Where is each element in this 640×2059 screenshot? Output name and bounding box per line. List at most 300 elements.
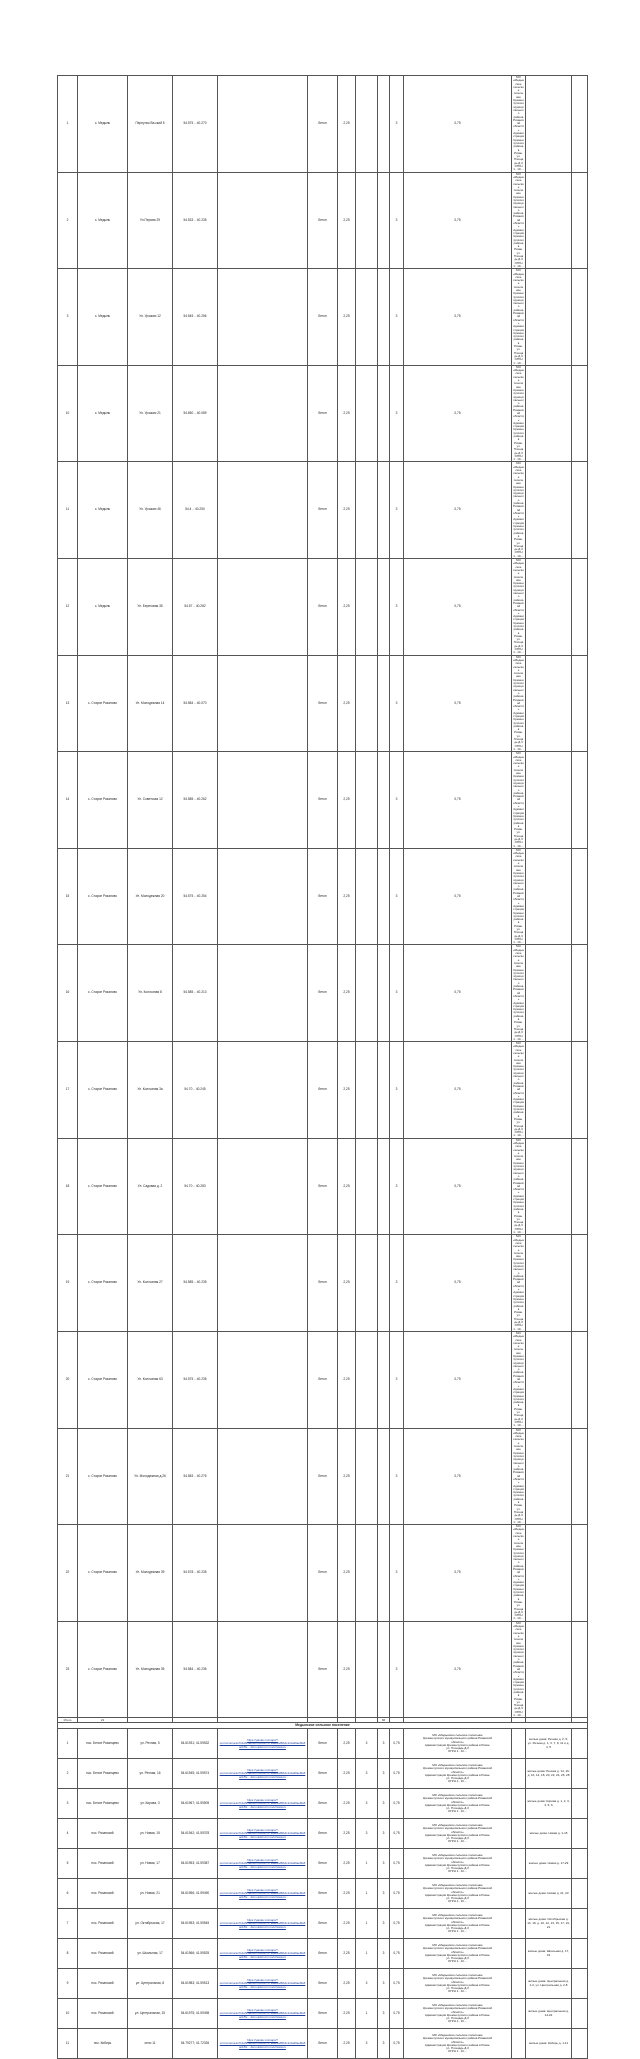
organization-cell [512, 76, 526, 173]
row-number: 3 [58, 269, 78, 366]
surface-type-cell: бетон [308, 945, 338, 1042]
served-houses-cell: жилые дома: Октябрьская д. 14, 16; д. 10, 12, 13, 15, 17, 19, 21 [526, 1909, 572, 1939]
organization-line: МО «Медынское сельское поселение [513, 1427, 524, 1452]
coordinates-cell: 54.575 .. 40.254 [173, 848, 218, 945]
organization-line: Администрация Кременчугского района в Рязан. [513, 1580, 524, 1604]
coordinates-cell: 54.70 .. 40.283 [173, 1138, 218, 1235]
surface-type-cell: бетон [308, 1969, 338, 1999]
container-count-cell: 3 [390, 1525, 404, 1622]
volume-cell: 0,75 [404, 269, 512, 366]
empty-cell [526, 559, 572, 656]
organization-line: области» [513, 704, 524, 712]
organization-line: ул. Площадь Д.3 [513, 1506, 524, 1518]
table-row [58, 1909, 588, 1939]
organization-line: ул. Площадь Д.3 [513, 1120, 524, 1131]
organization-cell [404, 1849, 512, 1879]
surface-type-cell: бетон [308, 1138, 338, 1235]
address-cell: Ул. Молодежная д.26 [128, 1428, 173, 1525]
organization-line: Администрация Кременчугского района в Рязан. [513, 1483, 524, 1508]
address-cell: Ул. Молодежная 35 [128, 1621, 173, 1718]
row-number: 12 [58, 559, 78, 656]
map-link-cell [218, 945, 308, 1042]
row-number: 3 [58, 1789, 78, 1819]
organization-line: ул. Площадь Д.3 [513, 1603, 524, 1614]
organization-line: области» [513, 607, 524, 615]
volume-cell: 0,75 [404, 1525, 512, 1622]
surface-type-cell: бетон [308, 1525, 338, 1622]
organization-line: Администрация Кременчугского района в Рязан. [513, 1097, 524, 1121]
surface-type-cell: бетон [308, 1819, 338, 1849]
volume-cell: 0,75 [404, 172, 512, 269]
organization-line: ОГРН 1.. 10.... [447, 1869, 468, 1874]
organization-line: Администрация Кременчугского района в Рязан. [424, 1862, 491, 1867]
organization-line: МО «Медынское сельское поселение [513, 751, 524, 776]
coordinates-cell: 54.61942; 41.59378 [173, 1819, 218, 1849]
empty-cell [572, 1969, 588, 1999]
empty-cell [356, 945, 378, 1042]
row-number: 13 [58, 655, 78, 752]
organization-line: ул. Площадь Д.3 [446, 2016, 469, 2021]
table-row [58, 1331, 588, 1428]
organization-line: ул. Площадь Д.3 [513, 1410, 524, 1421]
container-count-cell: 3 [390, 945, 404, 1042]
map-link[interactable]: https://yandex.ru/maps/?um=constructor%3A5f1a0d4d7a5d0b7d79aa82a85b4c1c4a29ae6fa5ac1f5c... /kon-radom-t/m.ru/ur/www.ru [218, 1759, 308, 1789]
container-count-cell: 3 [378, 1819, 390, 1849]
volume-cell: 0,75 [404, 1621, 512, 1718]
empty-cell [356, 1331, 378, 1428]
organization-line: МО «Медынское сельское поселение [432, 1882, 483, 1887]
settlement-cell: пос. Рязанский [78, 1999, 128, 2029]
empty-cell [526, 172, 572, 269]
organization-line: Администрация Кременчугского района в Рязан. [513, 1290, 524, 1315]
organization-cell [404, 1729, 512, 1759]
empty-cell [512, 1939, 526, 1969]
volume-cell: 0,75 [404, 1138, 512, 1235]
map-link-cell [218, 172, 308, 269]
empty-cell [356, 1525, 378, 1622]
organization-line: области» [513, 1573, 524, 1581]
table-row [58, 462, 588, 559]
empty-cell [526, 1621, 572, 1718]
empty-cell [526, 365, 572, 462]
volume-cell: 0,75 [404, 365, 512, 462]
map-link-cell [218, 559, 308, 656]
address-cell: Ул. Береговая 35 [128, 559, 173, 656]
table-row [58, 848, 588, 945]
organization-line: ОГРН 1.. 10.... [513, 260, 524, 268]
organization-line: ул. Площадь Д.3 [513, 733, 524, 745]
surface-type-cell: бетон [308, 172, 338, 269]
organization-line: Администрация Кременчугского района в Рязан. [424, 1802, 491, 1807]
table-row [58, 1999, 588, 2029]
organization-cell [512, 1331, 526, 1428]
organization-line: Кременчугского муниципального района Рязанской [422, 1766, 493, 1771]
row-number: 10 [58, 1999, 78, 2029]
surface-type-cell: бетон [308, 2029, 338, 2059]
coordinates-cell: 54.61983; 41.59513 [173, 1969, 218, 1999]
coordinates-cell: 54.578 .. 40.235 [173, 1525, 218, 1622]
table-row [58, 1525, 588, 1622]
map-link-cell [218, 365, 308, 462]
map-link-cell [218, 1428, 308, 1525]
map-link[interactable]: https://yandex.ru/maps/?um=constructor%3A5f1a0d4d7a5d0b7d79aa82a85b4c1c4a29ae6fa5ac1f5c... /kon-radom-t/m.ru/ur/www.ru [218, 1819, 308, 1849]
organization-line: Кременчугского муниципального района Рязанской [513, 484, 524, 512]
organization-line: Администрация Кременчугского района в Рязан. [424, 1892, 491, 1897]
organization-line: ОГРН 1.. 10.... [513, 1516, 524, 1524]
organization-line: Администрация Кременчугского района в Рязан. [513, 131, 524, 155]
empty-cell [378, 1235, 390, 1332]
container-count-cell: 3 [378, 1789, 390, 1819]
served-houses-cell: жилые дома: Кирова д. 1, 2, 3, 4, 5, 6 [526, 1789, 572, 1819]
organization-line: Администрация Кременчугского района в Рязан. [513, 614, 524, 638]
address-cell: ул. Новая, 15 [128, 1819, 173, 1849]
organization-line: ул. Площадь Д.3 [446, 1836, 469, 1841]
area-cell: 2,25 [338, 1042, 356, 1139]
table-row [58, 1879, 588, 1909]
volume-cell: 0,75 [390, 2029, 404, 2059]
organization-line: Кременчугского муниципального района Рязанской [513, 1257, 524, 1285]
map-link[interactable]: https://yandex.ru/maps/?um=constructor%3A5f1a0d4d7a5d0b7d79aa82a85b4c1c4a29ae6fa5ac1f5c... /kon-radom-t/m.ru/ur/www.ru [218, 2029, 308, 2059]
settlement-cell: с. Медынь [78, 172, 128, 269]
container-count-cell: 3 [378, 2029, 390, 2059]
organization-line: Администрация Кременчугского района в Рязан. [424, 1952, 491, 1957]
organization-line: Кременчугского муниципального района Рязанской [513, 1450, 524, 1478]
served-houses-cell: жилые дома: Речная д. 14, 16; д. 10, 12, 18, 20, 22, 24, 26, 28 [526, 1759, 572, 1789]
map-link-cell [218, 1331, 308, 1428]
empty-cell [526, 1525, 572, 1622]
settlement-cell: пос. Рязанский [78, 1969, 128, 1999]
organization-cell [512, 1525, 526, 1622]
map-link[interactable]: https://yandex.ru/maps/?um=constructor%3A5f1a0d4d7a5d0b7d79aa82a85b4c1c4a29ae6fa5ac1f5c... /kon-radom-t/m.ru/ur/www.ru [218, 1849, 308, 1879]
table-row [58, 1621, 588, 1718]
table-row [58, 945, 588, 1042]
container-count-cell: 3 [378, 1969, 390, 1999]
organization-line: МО «Медынское сельское поселение [432, 1942, 483, 1947]
empty-cell [356, 1138, 378, 1235]
map-link[interactable]: https://yandex.ru/maps/?um=constructor%3A5f1a0d4d7a5d0b7d79aa82a85b4c1c4a29ae6fa5ac1f5c... /kon-radom-t/m.ru/ur/www.ru [218, 1879, 308, 1909]
empty-cell [572, 76, 588, 173]
organization-line: области» [451, 1829, 464, 1834]
surface-type-cell: бетон [308, 269, 338, 366]
address-cell: ул. Речная, 5 [128, 1729, 173, 1759]
organization-line: области» [451, 2039, 464, 2044]
empty-cell [378, 462, 390, 559]
served-houses-cell: жилые дома: Новая д. 21, 23 [526, 1879, 572, 1909]
served-houses-cell: жилые дома: Новая д. 1-15 [526, 1819, 572, 1849]
row-number: 4 [58, 1819, 78, 1849]
bins-cell: 3 [356, 1819, 378, 1849]
organization-line: Администрация Кременчугского района в Рязан. [424, 2042, 491, 2047]
area-cell: 2,25 [338, 462, 356, 559]
area-cell: 2,25 [338, 559, 356, 656]
organization-cell [512, 1042, 526, 1139]
empty-cell [572, 172, 588, 269]
empty-cell [356, 76, 378, 173]
table-row [58, 1759, 588, 1789]
organization-line: МО «Медынское сельское поселение [432, 1972, 483, 1977]
volume-cell: 0,75 [390, 1849, 404, 1879]
volume-cell: 0,75 [404, 1428, 512, 1525]
organization-line: области» [513, 1476, 524, 1485]
organization-line: ОГРН 1.. 10.... [513, 357, 524, 365]
area-cell: 2,25 [338, 365, 356, 462]
settlement-cell: с. Старое Рязаново [78, 1235, 128, 1332]
surface-type-cell: бетон [308, 1759, 338, 1789]
organization-line: области» [451, 1979, 464, 1984]
map-link-cell [218, 1138, 308, 1235]
map-link[interactable]: https://yandex.ru/maps/?um=constructor%3A5f1a0d4d7a5d0b7d79aa82a85b4c1c4a29ae6fa5ac1f5c... /kon-radom-t/m.ru/ur/www.ru [218, 1909, 308, 1939]
row-number: 2 [58, 1759, 78, 1789]
coordinates-cell: 54.61953; 41.59387 [173, 1849, 218, 1879]
organization-line: Кременчугского муниципального района Рязанской [422, 1916, 493, 1921]
totals-count: 21 [78, 1718, 128, 1723]
organization-line: Администрация Кременчугского района в Рязан. [424, 1982, 491, 1987]
bins-cell: 1 [356, 1939, 378, 1969]
map-link[interactable]: https://yandex.ru/maps/?um=constructor%3A5f1a0d4d7a5d0b7d79aa82a85b4c1c4a29ae6fa5ac1f5c... /kon-radom-t/m.ru/ur/www.ru [218, 1789, 308, 1819]
address-cell: Переулок Ва.ский 5 [128, 76, 173, 173]
address-cell: ул. Кирова, 3 [128, 1789, 173, 1819]
surface-type-cell: бетон [308, 848, 338, 945]
organization-line: ОГРН 1.. 10.... [513, 453, 524, 462]
organization-line: области» [513, 1283, 524, 1292]
organization-line: МО «Медынское сельское поселение [432, 1852, 483, 1857]
organization-line: Кременчугского муниципального района Рязанской [513, 1160, 524, 1188]
volume-cell: 0,75 [390, 1999, 404, 2029]
volume-cell: 0,75 [390, 1969, 404, 1999]
organization-line: ул. Площадь Д.3 [513, 1699, 524, 1711]
container-count-cell: 3 [378, 1849, 390, 1879]
coordinates-cell: 54.79277; 41.72326 [173, 2029, 218, 2059]
surface-type-cell: бетон [308, 1235, 338, 1332]
row-number: 10 [58, 365, 78, 462]
container-count-cell: 3 [390, 269, 404, 366]
coordinates-cell: 54.61967; 41.59505 [173, 1789, 218, 1819]
empty-cell [526, 752, 572, 849]
settlement-cell: с. Медынь [78, 365, 128, 462]
organization-line: ул. Площадь Д.3 [513, 1023, 524, 1035]
organization-line: ул. Площадь Д.3 [446, 1746, 469, 1751]
coordinates-cell: 54.585 .. 40.235 [173, 1235, 218, 1332]
organization-line: ул. Площадь Д.3 [513, 1216, 524, 1228]
table-row [58, 1819, 588, 1849]
empty-cell [512, 2029, 526, 2059]
organization-line: ул. Площадь Д.3 [513, 540, 524, 552]
organization-line: ОГРН 1.. 10.... [447, 1989, 468, 1994]
row-number: 14 [58, 752, 78, 849]
organization-line: Кременчугского муниципального района Рязанской [513, 1643, 524, 1671]
row-number: 15 [58, 848, 78, 945]
container-count-cell: 3 [390, 172, 404, 269]
organization-cell [404, 1819, 512, 1849]
address-cell: ул. Школьная, 17 [128, 1939, 173, 1969]
organization-line: МО «Медынское сельское поселение [513, 268, 524, 292]
volume-cell: 0,75 [390, 1879, 404, 1909]
empty-cell [526, 848, 572, 945]
map-link[interactable]: https://yandex.ru/maps/?um=constructor%3A5f1a0d4d7a5d0b7d79aa82a85b4c1c4a29ae6fa5ac1f5c... /kon-radom-t/m.ru/ur/www.ru [218, 1999, 308, 2029]
organization-line: МО «Медынское сельское поселение [513, 364, 524, 389]
address-cell: село 11 [128, 2029, 173, 2059]
empty-cell [572, 1849, 588, 1879]
bins-cell: 3 [356, 1789, 378, 1819]
address-cell: Ул. Садовая д. 2 [128, 1138, 173, 1235]
coordinates-cell: 54.583 .. 40.276 [173, 1428, 218, 1525]
registry-sheet [57, 75, 587, 2059]
address-cell: Ул. Колхозная 27 [128, 1235, 173, 1332]
empty-cell [356, 559, 378, 656]
area-cell: 2,25 [338, 1999, 356, 2029]
organization-line: МО «Медынское сельское поселение [513, 1234, 524, 1259]
coordinates-cell: 54.585 .. 40.262 [173, 752, 218, 849]
organization-line: Кременчугского муниципального района Рязанской [422, 1826, 493, 1831]
surface-type-cell: бетон [308, 1331, 338, 1428]
coordinates-cell: 54.575 .. 40.270 [173, 76, 218, 173]
empty-cell [572, 1939, 588, 1969]
empty-cell [572, 559, 588, 656]
organization-cell [512, 1621, 526, 1718]
organization-cell [512, 655, 526, 752]
area-cell: 2,25 [338, 1939, 356, 1969]
address-cell: Ул. Молодежная 14 [128, 655, 173, 752]
organization-line: МО «Медынское сельское поселение [432, 1762, 483, 1767]
settlement-cell: с. Медынь [78, 559, 128, 656]
organization-line: Кременчугского муниципального района Рязанской [513, 1354, 524, 1382]
organization-line: области» [513, 800, 524, 809]
organization-line: Администрация Кременчугского района в Рязан. [513, 1193, 524, 1218]
address-cell: Ул. Колхозная 3а [128, 1042, 173, 1139]
empty-cell [572, 1235, 588, 1332]
empty-cell [572, 462, 588, 559]
organization-cell [512, 1138, 526, 1235]
organization-line: ул. Площадь Д.3 [446, 1986, 469, 1991]
section-title: Медынское сельское поселение [58, 1723, 588, 1729]
organization-line: Кременчугского муниципального района Рязанской [513, 774, 524, 802]
organization-line: Кременчугского муниципального района Рязанской [513, 677, 524, 705]
bins-cell: 1 [356, 1999, 378, 2029]
container-count-cell: 3 [390, 848, 404, 945]
organization-line: ул. Площадь Д.3 [513, 443, 524, 455]
empty-cell [526, 1138, 572, 1235]
settlement-cell: пос. Рязанский [78, 1879, 128, 1909]
settlement-cell: пос. Рязанский [78, 1909, 128, 1939]
table-row [58, 1235, 588, 1332]
organization-line: МО «Медынское сельское поселение [513, 171, 524, 196]
area-cell: 2,25 [338, 76, 356, 173]
coordinates-cell: 54.4 .. 40.250 [173, 462, 218, 559]
empty-cell [356, 172, 378, 269]
organization-line: Администрация Кременчугского района в Рязан. [513, 807, 524, 832]
surface-type-cell: бетон [308, 1729, 338, 1759]
empty-cell [572, 752, 588, 849]
empty-cell [526, 1235, 572, 1332]
organization-line: ОГРН 1.. 10.... [513, 840, 524, 848]
map-link-cell [218, 1235, 308, 1332]
organization-line: Кременчугского муниципального района Рязанской [422, 1856, 493, 1861]
container-count-cell: 3 [390, 76, 404, 173]
organization-line: МО «Медынское сельское поселение [513, 558, 524, 582]
empty-cell [356, 1621, 378, 1718]
organization-line: Администрация Кременчугского района в Рязан. [513, 710, 524, 735]
organization-line: ул. Площадь Д.3 [513, 830, 524, 841]
row-number: 2 [58, 172, 78, 269]
volume-cell: 0,75 [404, 1235, 512, 1332]
row-number: 1 [58, 76, 78, 173]
surface-type-cell: бетон [308, 752, 338, 849]
organization-line: Кременчугского муниципального района Рязанской [422, 2006, 493, 2011]
map-link[interactable]: https://yandex.ru/maps/?um=constructor%3A5f1a0d4d7a5d0b7d79aa82a85b4c1c4a29ae6fa5ac1f5c... /kon-radom-t/m.ru/ur/www.ru [218, 1969, 308, 1999]
empty-cell [572, 2029, 588, 2059]
organization-line: Администрация Кременчугского района в Рязан. [513, 1000, 524, 1025]
organization-line: МО «Медынское сельское поселение [432, 2002, 483, 2007]
organization-line: Кременчугского муниципального района Рязанской [513, 291, 524, 319]
organization-line: ул. Площадь Д.3 [513, 927, 524, 938]
settlement-cell: с. Старое Рязаново [78, 1138, 128, 1235]
coordinates-cell: 54.584 .. 40.070 [173, 655, 218, 752]
empty-cell [356, 462, 378, 559]
empty-cell [356, 1235, 378, 1332]
bins-cell: 1 [356, 1909, 378, 1939]
container-count-cell: 3 [390, 752, 404, 849]
surface-type-cell: бетон [308, 1789, 338, 1819]
row-number: 18 [58, 1138, 78, 1235]
address-cell: Ул. Урожаю 21 [128, 365, 173, 462]
empty-cell [572, 848, 588, 945]
address-cell: ул. Октябрьская, 17 [128, 1909, 173, 1939]
map-link[interactable]: https://yandex.ru/maps/?um=constructor%3A5f1a0d4d7a5d0b7d79aa82a85b4c1c4a29ae6fa5ac1f5c... /kon-radom-t/m.ru/ur/www.ru [218, 1729, 308, 1759]
empty-cell [526, 945, 572, 1042]
organization-line: Администрация Кременчугского района в Рязан. [424, 1922, 491, 1927]
volume-cell: 0,75 [390, 1759, 404, 1789]
organization-line: области» [513, 221, 524, 229]
table-row [58, 1939, 588, 1969]
organization-line: Кременчугского муниципального района Рязанской [513, 870, 524, 899]
area-cell: 2,25 [338, 1879, 356, 1909]
empty-cell [572, 1428, 588, 1525]
totals-label: Итого [58, 1718, 78, 1723]
row-number: 11 [58, 2029, 78, 2059]
address-cell: ул. Новая, 17 [128, 1849, 173, 1879]
empty-cell [572, 1729, 588, 1759]
map-link[interactable]: https://yandex.ru/maps/?um=constructor%3A5f1a0d4d7a5d0b7d79aa82a85b4c1c4a29ae6fa5ac1f5c... /kon-radom-t/m.ru/ur/www.ru [218, 1939, 308, 1969]
container-count-cell: 3 [390, 1138, 404, 1235]
table-row [58, 1138, 588, 1235]
volume-cell: 0,75 [404, 1042, 512, 1139]
table-row [58, 752, 588, 849]
area-cell: 2,25 [338, 1969, 356, 1999]
map-link-cell [218, 269, 308, 366]
organization-cell [512, 945, 526, 1042]
map-link-cell [218, 752, 308, 849]
empty-cell [356, 1428, 378, 1525]
organization-line: области» [513, 1670, 524, 1678]
organization-line: области» [513, 897, 524, 905]
organization-line: области» [513, 510, 524, 519]
organization-line: Кременчугского муниципального района Рязанской [513, 1064, 524, 1092]
area-cell: 2,25 [338, 848, 356, 945]
organization-line: Администрация Кременчугского района в Рязан. [424, 1772, 491, 1777]
empty-cell [378, 945, 390, 1042]
served-houses-cell: жилые дома: Школьная д. 17, 19 [526, 1939, 572, 1969]
organization-line: МО «Медынское сельское поселение [432, 1732, 483, 1737]
settlement-cell: с. Медынь [78, 462, 128, 559]
settlement-cell: пос. Рязанский [78, 1849, 128, 1879]
organization-cell [512, 1428, 526, 1525]
container-count-cell: 3 [378, 1879, 390, 1909]
area-cell: 2,25 [338, 1849, 356, 1879]
row-number: 6 [58, 1879, 78, 1909]
table-row [58, 269, 588, 366]
served-houses-cell: жилые дома: Речная д. 2, 5; ул. Речная д. 1, 3, 7, 9, 11 и д. 4, 5 [526, 1729, 572, 1759]
empty-cell [526, 462, 572, 559]
